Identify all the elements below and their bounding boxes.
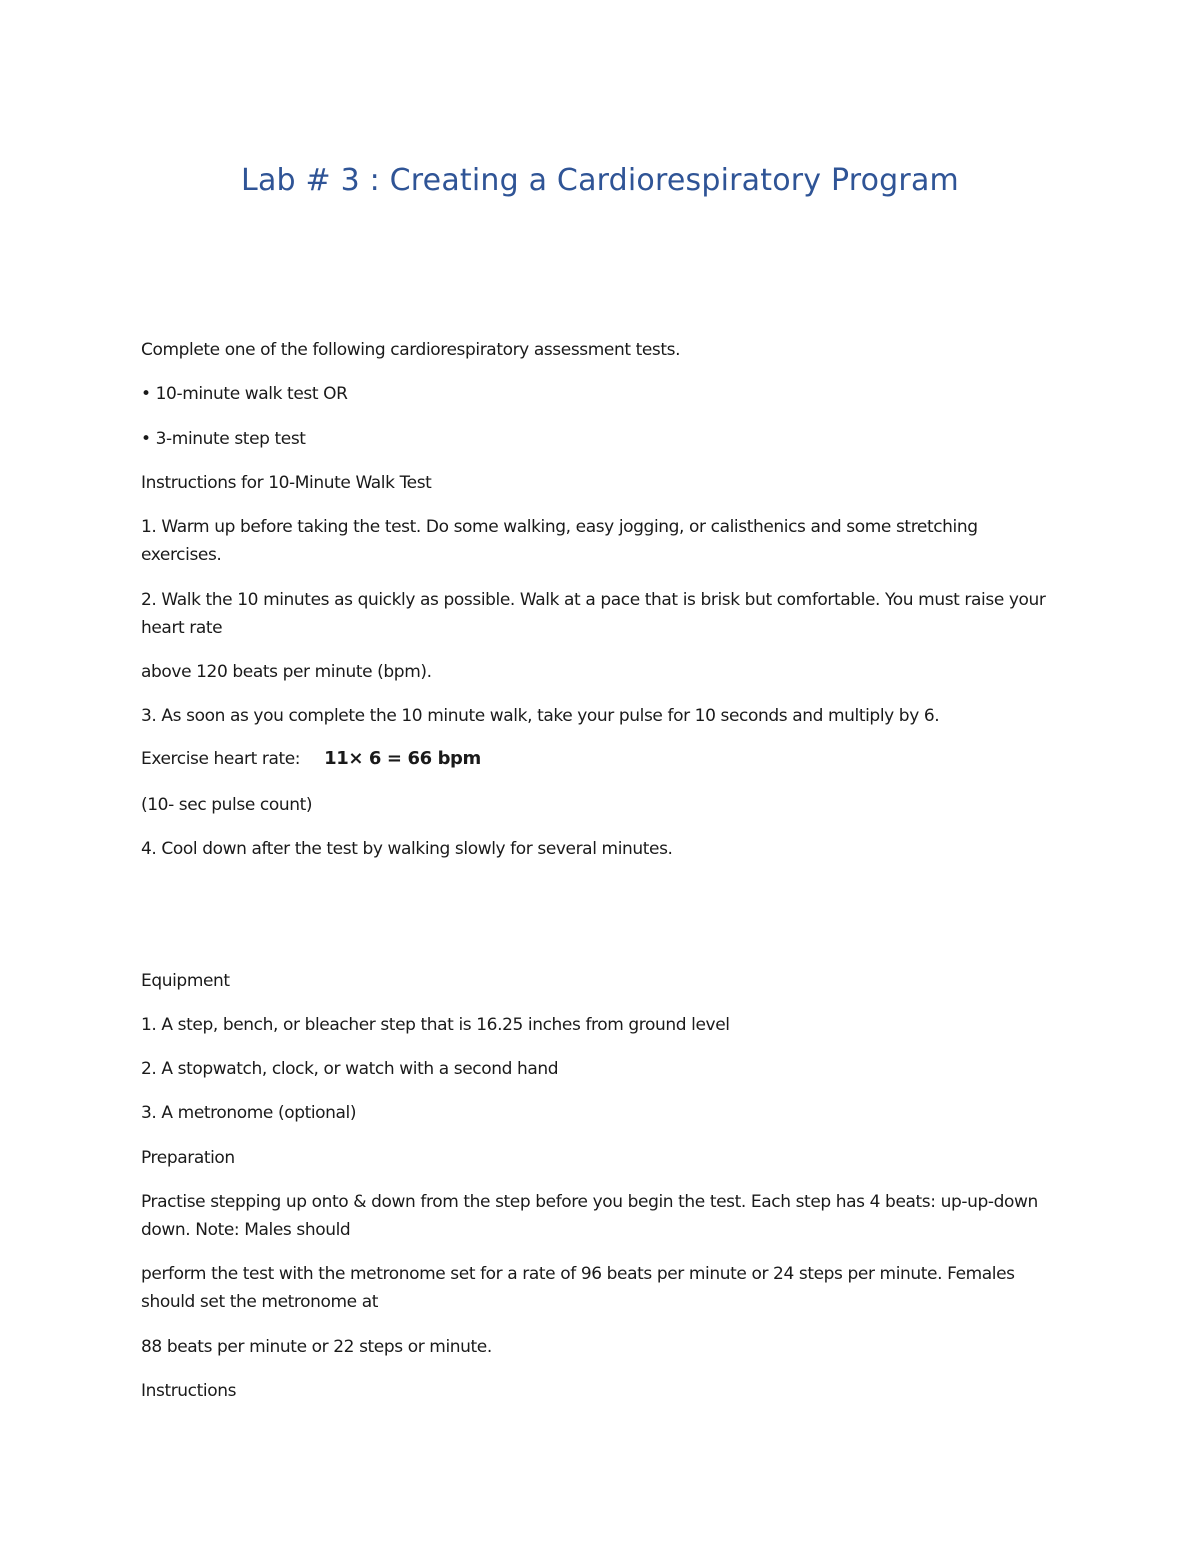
preparation-heading: Preparation [141, 1148, 235, 1168]
heart-rate-label: Exercise heart rate: [141, 749, 301, 769]
walk-step-2: 2. Walk the 10 minutes as quickly as possible. Walk at a pace that is brisk but comfortable. You must raise your heart rate [141, 590, 1046, 638]
page-title: Lab # 3 : Creating a Cardiorespiratory Program [241, 163, 959, 198]
instructions-heading: Instructions [141, 1381, 237, 1401]
walk-step-1: 1. Warm up before taking the test. Do some walking, easy jogging, or calisthenics and some stretching exercises. [141, 517, 978, 565]
preparation-paragraph-3: 88 beats per minute or 22 steps or minute. [141, 1337, 492, 1357]
equipment-heading: Equipment [141, 971, 230, 991]
heart-rate-line [141, 745, 1061, 773]
walk-test-heading: Instructions for 10-Minute Walk Test [141, 473, 432, 493]
preparation-paragraph-2: perform the test with the metronome set for a rate of 96 beats per minute or 24 steps per minute. Females should set the metronome at [141, 1264, 1015, 1312]
walk-step-3: 3. As soon as you complete the 10 minute walk, take your pulse for 10 seconds and multiply by 6. [141, 706, 940, 726]
option-walk-test: • 10-minute walk test OR [141, 384, 348, 404]
equipment-item: 3. A metronome (optional) [141, 1103, 357, 1123]
preparation-paragraph-1: Practise stepping up onto & down from the step before you begin the test. Each step has 4 beats: up-up-down down. Note: Males should [141, 1192, 1038, 1240]
heart-rate-value: 11× 6 = 66 bpm [324, 748, 481, 769]
option-step-test: • 3-minute step test [141, 429, 306, 449]
pulse-note: (10- sec pulse count) [141, 795, 313, 815]
walk-step-4: 4. Cool down after the test by walking slowly for several minutes. [141, 839, 673, 859]
equipment-item: 2. A stopwatch, clock, or watch with a second hand [141, 1059, 559, 1079]
walk-step-2-continued: above 120 beats per minute (bpm). [141, 662, 432, 682]
intro-text: Complete one of the following cardiorespiratory assessment tests. [141, 340, 681, 360]
equipment-item: 1. A step, bench, or bleacher step that is 16.25 inches from ground level [141, 1015, 730, 1035]
